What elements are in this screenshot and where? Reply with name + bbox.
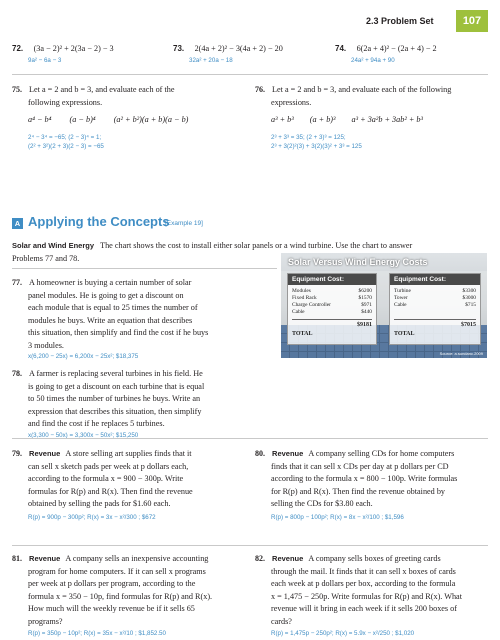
problem-text: obtained by selling the pads for $1.60 each. [28,499,171,508]
problem-answer: 9a² − 6a − 3 [28,57,62,64]
cost-value: $1570 [358,295,372,301]
problem-text: for R(p) and R(x). Then find the revenue obtained by [271,486,446,496]
problem-text: cards? [271,616,292,626]
problem-number: 73. [173,44,185,53]
problem-answer: 24a² + 94a + 90 [351,57,395,64]
problem-answer: (2² + 3²)(2 + 3)(2 − 3) = −65 [28,142,104,150]
problem-answer: R(p) = 800p − 100p²; R(x) = 8x − x²/100 ; $1,596 [271,513,404,521]
problem-number: 81. [12,554,22,563]
problem-lead: Revenue [272,554,304,563]
cost-value: $440 [361,309,372,315]
problem-73 [173,38,283,65]
problem-81 [12,553,247,638]
problem-lead: Revenue [29,449,61,458]
problem-text: A company selling CDs for home computers [308,449,455,458]
divider [12,74,488,75]
problem-answer: R(p) = 350p − 10p²; R(x) = 35x − x²/10 ; $1,852.50 [28,630,166,637]
problem-number: 82. [255,554,265,563]
cost-row [288,295,376,302]
problem-text: and find the cost if he replaces 5 turbines. [28,419,165,428]
example-reference: [Example 19] [165,220,203,227]
cost-row [288,302,376,309]
cost-value: $6200 [358,288,372,294]
problem-text: selling the CDs for $3.80 each. [271,499,373,508]
problem-answer: 2⁴ − 3⁴ = −65; (2 − 3)⁴ = 1; [28,133,102,141]
problem-text: A company sells an inexpensive accounting [65,554,209,563]
problem-lead: Revenue [272,449,304,458]
problem-79 [12,448,247,522]
problem-number: 76. [255,85,265,94]
problem-76 [255,84,490,151]
page-number: 107 [456,10,488,32]
expression: a⁴ − b⁴ [28,115,52,124]
problem-75 [12,84,247,151]
cost-item: Charge Controller [292,302,331,308]
problem-72 [12,38,114,65]
expression: (a − b)⁴ [69,115,96,124]
chart-title: Solar Versus Wind Energy Costs [288,257,428,267]
total-label: TOTAL [292,331,313,337]
problem-text: x = 1,475 − 250p. Write formulas for R(p) and R(x). What [271,591,462,601]
problem-text: according to the formula x = 900 − 300p. Write [28,474,184,483]
problem-text: programs? [28,616,63,626]
intro-text: Problems 77 and 78. [12,253,80,263]
intro-lead: Solar and Wind Energy [12,241,95,250]
problem-answer: x(6,200 − 25x) = 6,200x − 25x²; $18,375 [28,353,139,360]
cost-row [390,302,480,309]
section-title: Applying the Concepts [28,214,170,229]
problem-78 [12,368,277,440]
problem-text: expression that describes this situation, then simplify [28,406,202,416]
wind-box-header: Equipment Cost: [390,274,480,285]
total-value: $9181 [357,322,372,328]
expression: a³ + b³ [271,115,294,124]
problem-expression: (3a − 2)² + 2(3a − 2) − 3 [33,44,114,53]
cost-row [288,288,376,295]
problem-text: modules he buys. Write an equation that describes [28,315,193,325]
cost-row [390,295,480,302]
problem-answer: 32a² + 20a − 18 [189,57,233,64]
cost-row [390,288,480,295]
problem-number: 74. [335,44,347,53]
problem-text: program for home computers. If it can sell x programs [28,566,206,576]
problem-text: A company sells boxes of greeting cards [308,554,441,563]
solar-total-row [292,319,372,340]
problem-text: is going to get a discount on each turbine that is equal [28,381,205,391]
problem-text: finds that it can sell x CDs per day at p dollars per CD [271,461,449,471]
divider [12,545,488,546]
cost-comparison-chart [281,253,487,358]
problem-text: each week at p dollars per box, according to the formula [271,579,456,588]
solar-cost-box [287,273,377,345]
problem-text: per week at p dollars per program, according to the [28,579,196,588]
problem-number: 72. [12,44,24,53]
problem-answer: R(p) = 900p − 300p²; R(x) = 3x − x²/300 ; $672 [28,513,156,521]
section-header: 2.3 Problem Set [366,16,434,26]
expression: (a + b)³ [309,115,336,124]
divider [12,268,277,269]
problem-text: revenue will it bring in each week if it sells 200 boxes of [271,604,457,613]
cost-value: $971 [361,302,372,308]
cost-row [288,309,376,316]
problem-answer: R(p) = 1,475p − 250p²; R(x) = 5.9x − x²/250 ; $1,020 [271,630,415,637]
problem-82 [255,553,490,638]
expression: a³ + 3a²b + 3ab² + b³ [351,115,423,124]
problem-text: through the mail. It finds that it can sell x boxes of cards [271,566,456,576]
problem-expression: 2(4a + 2)² − 3(4a + 2) − 20 [194,44,283,53]
problem-number: 79. [12,449,22,458]
problem-74 [335,38,437,65]
problem-text: A store selling art supplies finds that it [65,449,192,458]
cost-value: $3000 [462,295,476,301]
problem-answer: 2³ + 3³ = 35; (2 + 3)³ = 125; [271,133,346,141]
problem-number: 78. [12,369,22,378]
problem-text: How much will the weekly revenue be if it sells 65 [28,604,195,613]
problem-77 [12,277,277,361]
cost-item: Modules [292,288,311,294]
section-badge: A [12,218,23,229]
problem-text: formula x = 350 − 10p, find formulas for R(p) and R(x). [28,591,213,601]
cost-value: $715 [465,302,476,308]
problem-text: panel modules. He is going to get a discount on [28,290,184,300]
problem-number: 80. [255,449,265,458]
problem-text: A farmer is replacing several turbines in his field. He [29,369,203,378]
solar-box-header: Equipment Cost: [288,274,376,285]
problem-text: each module that is equal to 25 times the number of [28,303,198,312]
cost-item: Fixed Rack [292,295,317,301]
problem-expression: 6(2a + 4)² − (2a + 4) − 2 [356,44,437,53]
wind-total-row [394,319,476,340]
problem-lead: Revenue [29,554,61,563]
problem-80 [255,448,490,522]
problem-text: expressions. [271,97,312,107]
problem-text: formulas for R(p) and R(x). Then find the revenue [28,486,193,496]
cost-item: Turbine [394,288,411,294]
divider [12,438,488,439]
cost-item: Cable [292,309,305,315]
cost-item: Cable [394,302,407,308]
problem-number: 77. [12,278,22,287]
problem-text: this situation, then simplify and find the cost if he buys [28,328,209,337]
total-label: TOTAL [394,331,415,337]
problem-text: according to the formula x = 800 − 100p. Write formulas [271,474,458,483]
problem-text: can sell x sketch pads per week at p dollars each, [28,461,189,471]
chart-credit: Source: a.sundanc.2009 [439,351,483,356]
problem-text: Let a = 2 and b = 3, and evaluate each of the following [272,85,452,94]
cost-item: Tower [394,295,408,301]
intro-text: The chart shows the cost to install either solar panels or a wind turbine. Use the chart to answer [100,241,413,250]
problem-number: 75. [12,85,22,94]
problem-text: to 50 times the number of turbines he buys. Write an [28,394,201,403]
expression: (a² + b²)(a + b)(a − b) [113,115,189,124]
cost-value: $3300 [462,288,476,294]
problem-text: Let a = 2 and b = 3, and evaluate each of the [29,85,175,94]
problem-text: A homeowner is buying a certain number of solar [29,278,192,287]
wind-cost-box [389,273,481,345]
total-value: $7015 [461,322,476,328]
problem-answer: 2³ + 3(2)²(3) + 3(2)(3)² + 3³ = 125 [271,142,362,150]
problem-text: 3 modules. [28,340,64,350]
problem-answer: x(3,300 − 50x) = 3,300x − 50x²; $15,250 [28,431,139,439]
problem-text: following expressions. [28,97,103,107]
